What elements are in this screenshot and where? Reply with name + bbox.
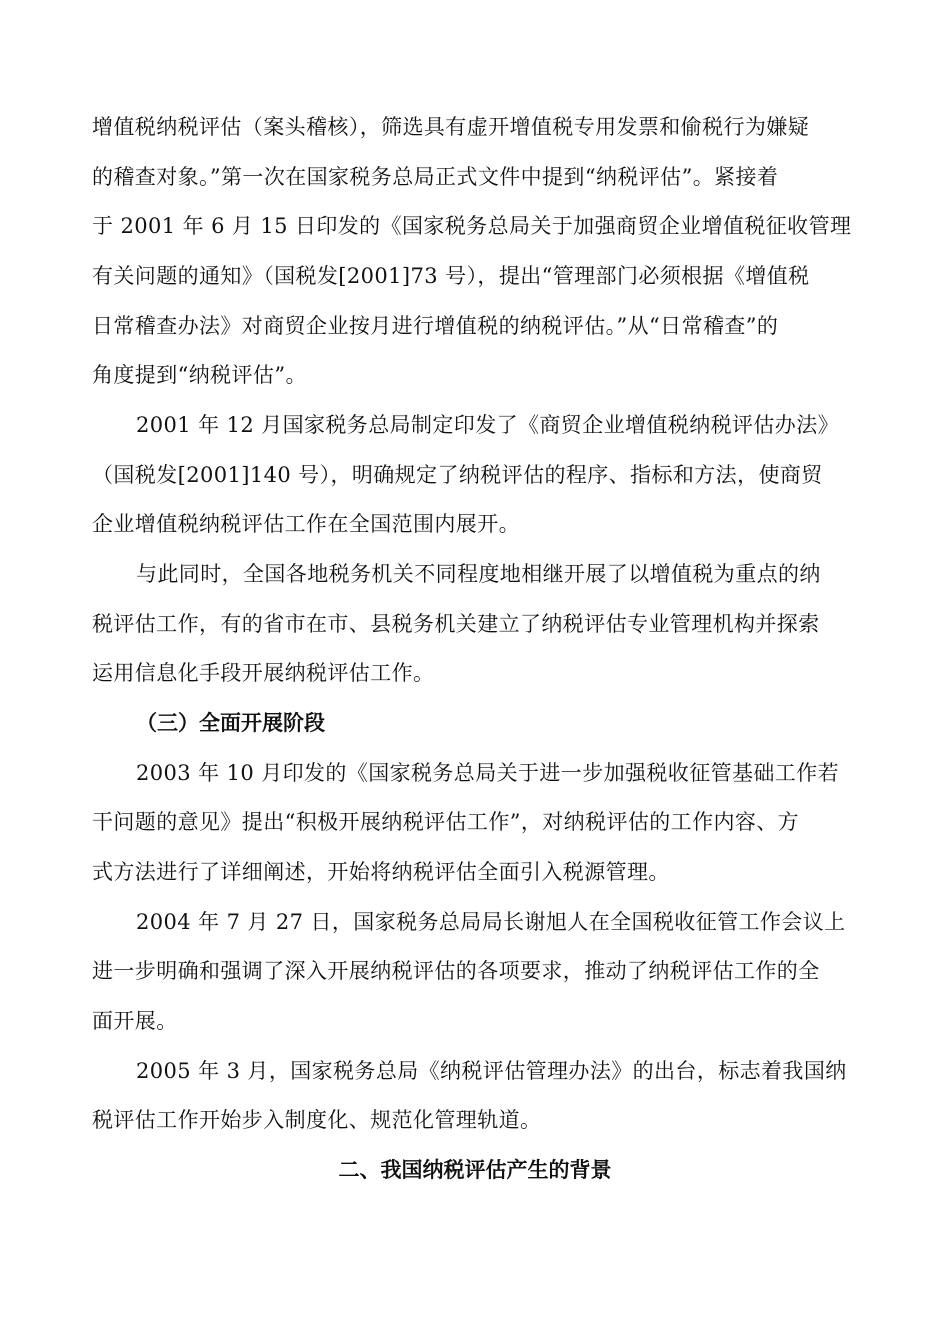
paragraph-line: 2001 年 12 月国家税务总局制定印发了《商贸企业增值税纳税评估办法》: [136, 413, 839, 437]
paragraph-line: 与此同时，全国各地税务机关不同程度地相继开展了以增值税为重点的纳: [136, 562, 821, 586]
paragraph-line: 面开展。: [92, 1009, 178, 1033]
paragraph-line: 的稽查对象。”第一次在国家税务总局正式文件中提到“纳税评估”。紧接着: [92, 165, 779, 189]
paragraph-line: 增值税纳税评估（案头稽核），筛选具有虚开增值税专用发票和偷税行为嫌疑: [92, 115, 810, 139]
paragraph-line: 式方法进行了详细阐述，开始将纳税评估全面引入税源管理。: [92, 860, 670, 884]
paragraph-line: 2004 年 7 月 27 日，国家税务总局局长谢旭人在全国税收征管工作会议上: [136, 910, 846, 934]
paragraph-line: 2005 年 3 月，国家税务总局《纳税评估管理办法》的出台，标志着我国纳: [136, 1059, 847, 1083]
paragraph-line: 于 2001 年 6 月 15 日印发的《国家税务总局关于加强商贸企业增值税征收管理: [92, 214, 852, 238]
paragraph-line: 进一步明确和强调了深入开展纳税评估的各项要求，推动了纳税评估工作的全: [92, 959, 820, 983]
paragraph-line: 税评估工作开始步入制度化、规范化管理轨道。: [92, 1108, 542, 1132]
paragraph-line: 2003 年 10 月印发的《国家税务总局关于进一步加强税收征管基础工作若: [136, 761, 839, 785]
paragraph-line: 企业增值税纳税评估工作在全国范围内展开。: [92, 512, 520, 536]
paragraph-line: 有关问题的通知》（国税发[2001]73 号），提出“管理部门必须根据《增值税: [92, 264, 810, 288]
paragraph-line: 角度提到“纳税评估”。: [92, 363, 307, 387]
paragraph-line: 干问题的意见》提出“积极开展纳税评估工作”，对纳税评估的工作内容、方: [92, 810, 800, 834]
paragraph-line: 运用信息化手段开展纳税评估工作。: [92, 661, 435, 685]
paragraph-line: 日常稽查办法》对商贸企业按月进行增值税的纳税评估。”从“日常稽查”的: [92, 314, 779, 338]
subheading: （三）全面开展阶段: [136, 711, 325, 735]
paragraph-line: （国税发[2001]140 号），明确规定了纳税评估的程序、指标和方法，使商贸: [92, 463, 823, 487]
paragraph-line: 税评估工作，有的省市在市、县税务机关建立了纳税评估专业管理机构并探索: [92, 612, 820, 636]
section-heading: 二、我国纳税评估产生的背景: [338, 1158, 612, 1182]
